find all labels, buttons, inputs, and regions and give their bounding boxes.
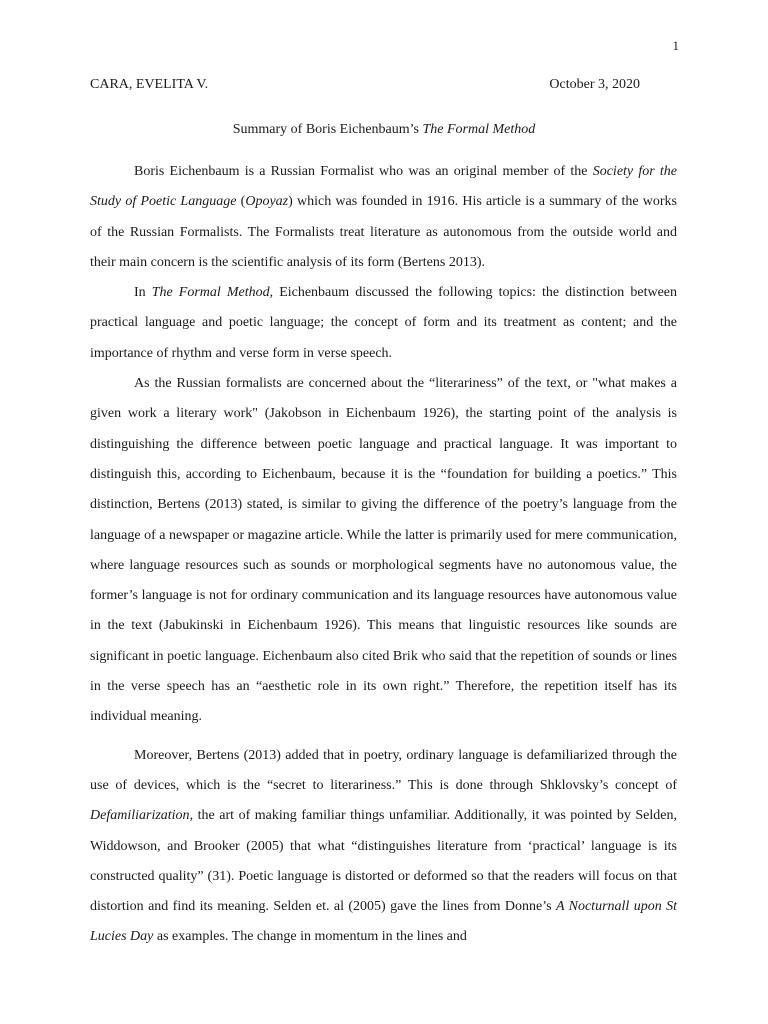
title-italic: The Formal Method: [422, 122, 536, 137]
paragraph-text: as examples. The change in momentum in the lines and: [153, 929, 467, 945]
paragraph-text: (: [236, 194, 246, 210]
body-paragraph: [90, 278, 677, 369]
paragraph-text: , Eichenbaum discussed the following topics: the distinction between practical language and poetic language; the concept of form and its treatment as content; and the importance of rhythm and verse form in verse speech.: [90, 285, 677, 361]
body-paragraph: [90, 369, 677, 733]
paragraph-text: Moreover, Bertens (2013) added that in poetry, ordinary language is defamiliarized through the use of devices, which is the “secret to literariness.” This is done through Shklovsky’s concept of: [90, 747, 677, 793]
italic-text: Defamiliarization: [90, 808, 190, 824]
paragraph-text: As the Russian formalists are concerned about the “literariness” of the text, or "what makes a given work a literary work" (Jakobson in Eichenbaum 1926), the starting point of the analysis is distinguishing the difference between poetic language and practical language. It was important to distinguish this, according to Eichenbaum, because it is the “foundation for building a poetics.” This distinction, Bertens (2013) stated, is similar to giving the difference of the poetry’s language from the language of a newspaper or magazine article. While the latter is primarily used for mere communication, where language resources such as sounds or morphological segments have no autonomous value, the former’s language is not for ordinary communication and its language resources have autonomous value in the text (Jabukinski in Eichenbaum 1926). This means that linguistic resources like sounds are significant in poetic language. Eichenbaum also cited Brik who said that the repetition of sounds or lines in the verse speech has an “aesthetic role in its own right.” Therefore, the repetition itself has its individual meaning.: [90, 376, 677, 725]
document-body: [90, 157, 677, 953]
author-name: CARA, EVELITA V.: [90, 77, 209, 92]
body-paragraph: [90, 741, 677, 953]
document-header: [90, 77, 640, 93]
title-prefix: Summary of Boris Eichenbaum’s: [232, 122, 423, 137]
paragraph-text: ) which was founded in 1916. His article is a summary of the works of the Russian Formalists. The Formalists treat literature as autonomous from the outside world and their main concern is the scientific analysis of its form (Bertens 2013).: [90, 194, 677, 270]
italic-text: Society for the Study of Poetic Language: [90, 164, 677, 210]
italic-text: The Formal Method: [151, 285, 270, 301]
paragraph-text: In: [134, 285, 152, 301]
page-number: 1: [672, 38, 679, 53]
document-date: October 3, 2020: [549, 77, 640, 92]
italic-text: Opoyaz: [245, 194, 289, 210]
paragraph-text: , the art of making familiar things unfamiliar. Additionally, it was pointed by Selden, Widdowson, and Brooker (2005) that what “distinguishes literature from ‘practical’ language is its constructed quality” (31). Poetic language is distorted or deformed so that the readers will focus on that distortion and find its meaning. Selden et. al (2005) gave the lines from Donne’s: [90, 808, 677, 915]
italic-text: A Nocturnall upon St Lucies Day: [90, 899, 677, 945]
document-title: [0, 122, 768, 138]
paragraph-text: Boris Eichenbaum is a Russian Formalist who was an original member of the: [134, 164, 593, 179]
body-paragraph: [90, 157, 677, 278]
